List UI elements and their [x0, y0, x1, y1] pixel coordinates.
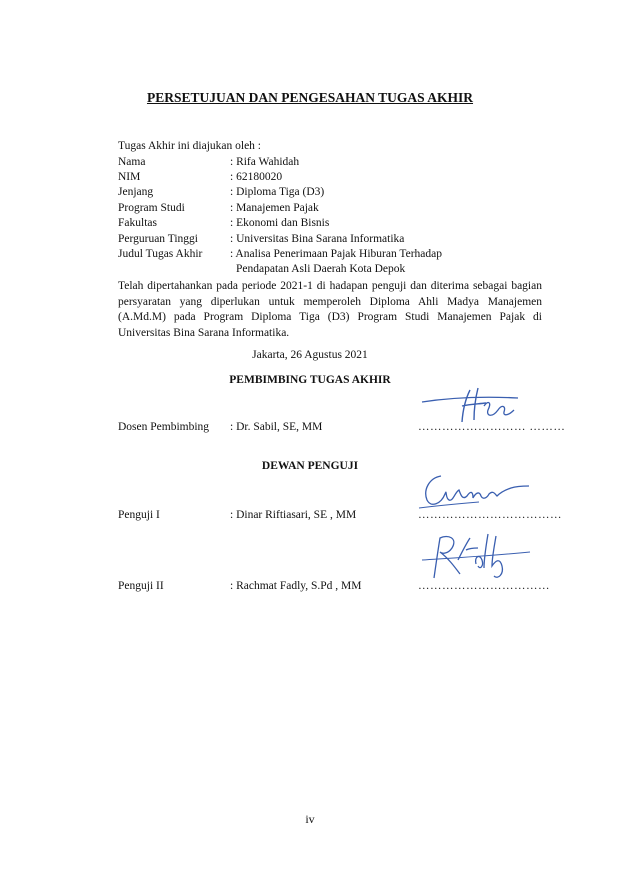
examiner-2-signature: [418, 530, 534, 586]
approval-paragraph: Telah dipertahankan pada periode 2021-1 di hadapan penguji dan diterima sebagai bagian persyaratan yang diperlukan untuk memperoleh Diploma Ahli Madya Manajemen (A.Md.M) pada Program Diploma Tiga (D3) Program Studi Manajemen Pajak di Universitas Bina Sarana Informatika.: [118, 280, 542, 339]
page-number: iv: [305, 812, 315, 826]
supervisor-label: Dosen Pembimbing: [118, 421, 210, 433]
examiner-2-label: Penguji II: [118, 580, 164, 592]
examiner-1-label: Penguji I: [118, 509, 160, 521]
page-title: PERSETUJUAN DAN PENGESAHAN TUGAS AKHIR: [146, 90, 474, 105]
field-label-fakultas: Fakultas: [118, 217, 157, 229]
examiner-1-name: : Dinar Riftiasari, SE , MM: [230, 509, 357, 521]
field-label-program-studi: Program Studi: [118, 202, 185, 214]
examiner-2-signature-line: ……………………………: [418, 580, 550, 592]
field-value-judul-continuation: Pendapatan Asli Daerah Kota Depok: [236, 263, 406, 275]
field-label-jenjang: Jenjang: [118, 186, 154, 198]
field-label-nim: NIM: [118, 171, 141, 183]
field-label-nama: Nama: [118, 156, 146, 168]
field-value-nim: : 62180020: [230, 171, 283, 183]
board-heading: DEWAN PENGUJI: [261, 460, 359, 472]
examiner-1-signature-line: ………………………………: [418, 509, 562, 521]
supervisor-name: : Dr. Sabil, SE, MM: [230, 421, 323, 433]
supervisor-heading: PEMBIMBING TUGAS AKHIR: [229, 374, 391, 386]
field-label-perguruan-tinggi: Perguruan Tinggi: [118, 233, 198, 245]
examiner-2-name: : Rachmat Fadly, S.Pd , MM: [230, 580, 362, 592]
supervisor-signature-line: ……………………… ………: [418, 421, 566, 433]
field-label-judul: Judul Tugas Akhir: [118, 248, 203, 260]
field-value-program-studi: : Manajemen Pajak: [230, 202, 319, 214]
place-date: Jakarta, 26 Agustus 2021: [252, 349, 368, 361]
field-value-fakultas: : Ekonomi dan Bisnis: [230, 217, 330, 229]
field-value-jenjang: : Diploma Tiga (D3): [230, 186, 325, 198]
field-value-judul: : Analisa Penerimaan Pajak Hiburan Terhadap: [230, 248, 442, 260]
examiner-1-signature: [415, 468, 533, 514]
intro-text: Tugas Akhir ini diajukan oleh :: [118, 140, 262, 152]
field-value-perguruan-tinggi: : Universitas Bina Sarana Informatika: [230, 233, 405, 245]
field-value-nama: : Rifa Wahidah: [230, 156, 300, 168]
